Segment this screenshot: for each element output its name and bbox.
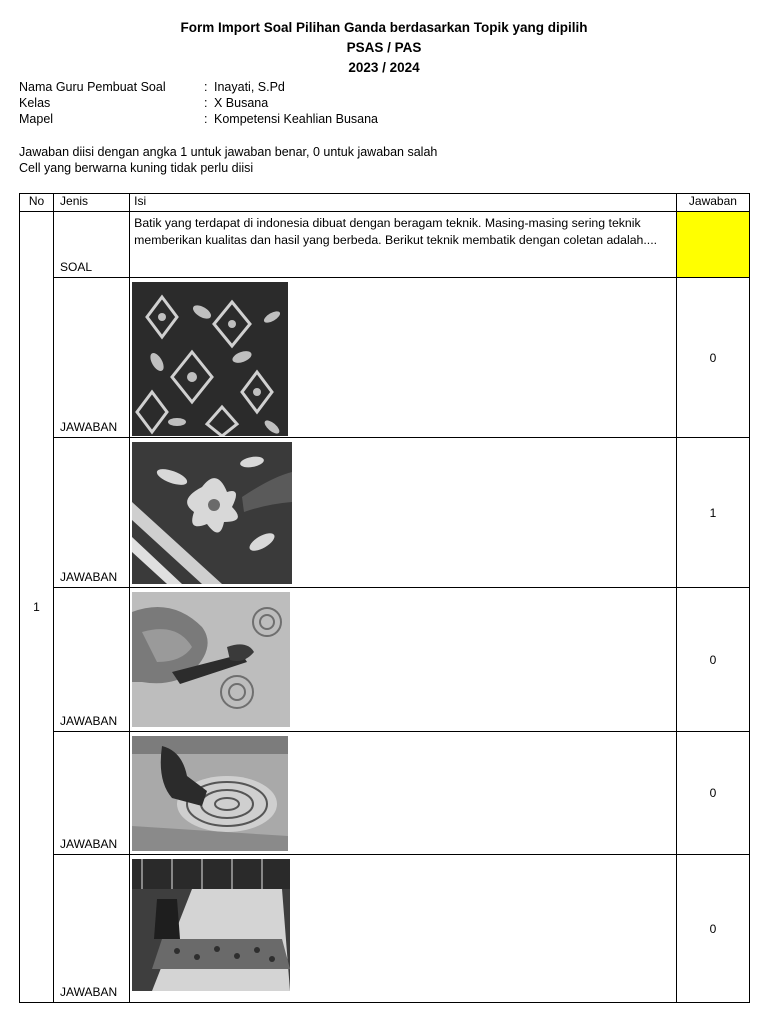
batik-canting-photo	[132, 592, 676, 727]
answer-cell-locked	[676, 212, 749, 278]
answer-value[interactable]: 0	[676, 732, 749, 855]
table-row-answer	[20, 855, 750, 1003]
answer-value[interactable]: 0	[676, 588, 749, 732]
info-colon: :	[204, 112, 208, 126]
table-row-answer	[20, 588, 750, 732]
instruction-line: Jawaban diisi dengan angka 1 untuk jawaban benar, 0 untuk jawaban salah	[19, 145, 438, 159]
form-title-block	[0, 18, 768, 78]
header-jenis: Jenis	[54, 194, 130, 212]
question-number: 1	[20, 212, 54, 1003]
question-text: Batik yang terdapat di indonesia dibuat dengan beragam teknik. Masing-masing sering teknik memberikan kualitas dan hasil yang berbeda. Berikut teknik membatik dengan coletan adalah....	[130, 212, 677, 278]
info-colon: :	[204, 80, 208, 94]
jenis-cell: JAWABAN	[54, 732, 130, 855]
table-row-answer	[20, 732, 750, 855]
info-label: Nama Guru Pembuat Soal	[19, 80, 166, 94]
instructions	[19, 144, 437, 176]
form-title: Form Import Soal Pilihan Ganda berdasarkan Topik yang dipilih	[180, 20, 588, 35]
answer-value[interactable]: 1	[676, 438, 749, 588]
form-year: 2023 / 2024	[348, 60, 420, 75]
form-subtitle: PSAS / PAS	[346, 40, 422, 55]
info-colon: :	[204, 96, 208, 110]
answer-value[interactable]: 0	[676, 278, 749, 438]
table-row-answer	[20, 278, 750, 438]
answer-value[interactable]: 0	[676, 855, 749, 1003]
question-table	[19, 193, 750, 1003]
info-label: Mapel	[19, 112, 54, 126]
jenis-cell: JAWABAN	[54, 588, 130, 732]
table-header-row	[20, 194, 750, 212]
batik-floral-cloth-photo	[132, 282, 676, 436]
jenis-cell: JAWABAN	[54, 278, 130, 438]
info-value: X Busana	[214, 96, 269, 110]
jenis-cell: JAWABAN	[54, 438, 130, 588]
header-no: No	[20, 194, 54, 212]
info-label: Kelas	[19, 96, 51, 110]
batik-print-workshop-photo	[132, 859, 676, 991]
table-row-answer	[20, 438, 750, 588]
batik-coletan-painting-photo	[132, 442, 676, 584]
batik-cap-stamp-photo	[132, 736, 676, 851]
instruction-line: Cell yang berwarna kuning tidak perlu diisi	[19, 161, 254, 175]
info-value: Kompetensi Keahlian Busana	[214, 112, 379, 126]
jenis-cell: SOAL	[54, 212, 130, 278]
header-isi: Isi	[130, 194, 677, 212]
header-jawaban: Jawaban	[676, 194, 749, 212]
table-row-question	[20, 212, 750, 278]
info-value: Inayati, S.Pd	[214, 80, 285, 94]
jenis-cell: JAWABAN	[54, 855, 130, 1003]
